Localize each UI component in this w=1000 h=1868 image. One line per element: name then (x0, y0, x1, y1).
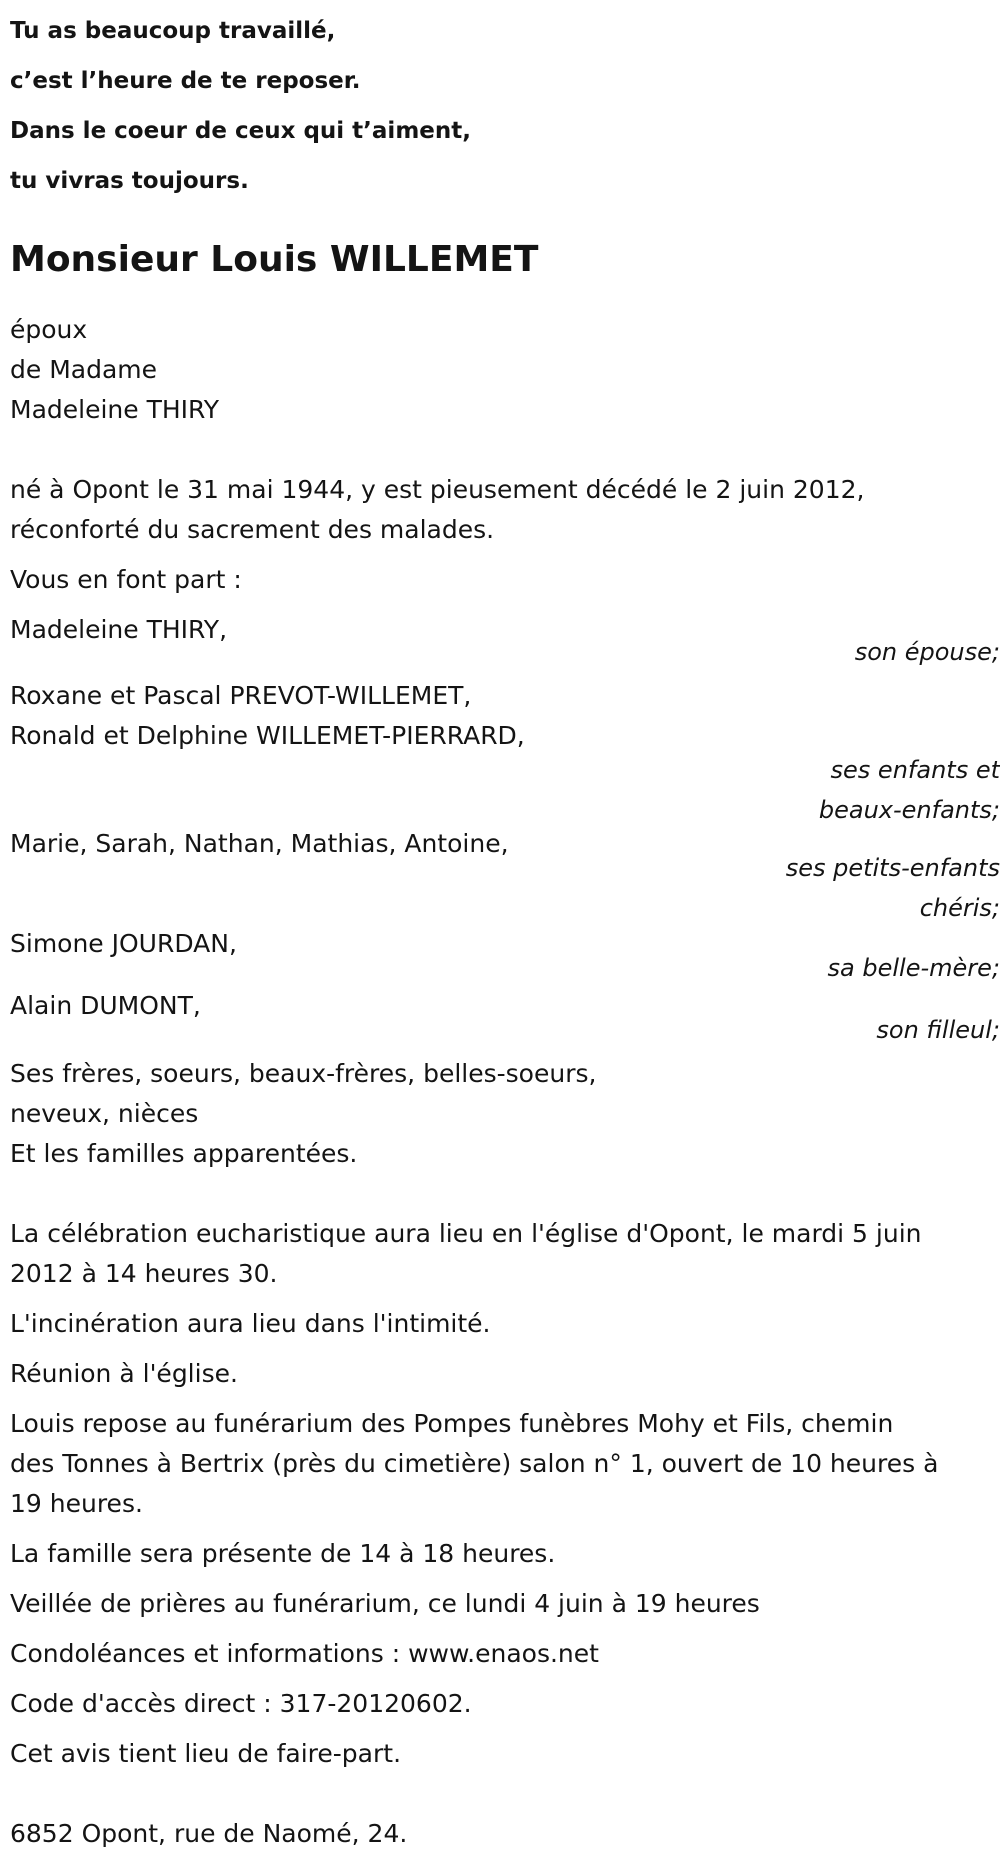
spouse-line: Madeleine THIRY (10, 395, 220, 424)
family-names: Alain DUMONT, (10, 991, 201, 1020)
extended-family-line: Et les familles apparentées. (10, 1139, 358, 1168)
family-names: Simone JOURDAN, (10, 929, 237, 958)
birth-death-line: né à Opont le 31 mai 1944, y est pieusement décédé le 2 juin 2012, (10, 475, 865, 504)
family-relation: chéris; (919, 894, 1000, 922)
announce-text: Vous en font part : (10, 565, 242, 594)
poem-line: c’est l’heure de te reposer. (10, 68, 361, 94)
birth-death-block (10, 470, 996, 550)
funerarium-line: 19 heures. (10, 1489, 143, 1518)
spouse-line: de Madame (10, 355, 158, 384)
family-names: Roxane et Pascal PREVOT-WILLEMET, (10, 681, 472, 710)
funerarium-line: Louis repose au funérarium des Pompes funèbres Mohy et Fils, chemin (10, 1409, 894, 1438)
family-relation: son épouse; (854, 638, 1000, 666)
birth-death-line: réconforté du sacrement des malades. (10, 515, 495, 544)
funerarium-line: des Tonnes à Bertrix (près du cimetière) salon n° 1, ouvert de 10 heures à (10, 1449, 939, 1478)
family-relation: sa belle-mère; (827, 954, 1000, 982)
poem-line: Tu as beaucoup travaillé, (10, 18, 336, 44)
ceremony-line: 2012 à 14 heures 30. (10, 1259, 278, 1288)
access-code-text: Code d'accès direct : 317-20120602. (10, 1689, 472, 1718)
family-relation: ses petits-enfants (785, 854, 1000, 882)
meeting-text: Réunion à l'église. (10, 1359, 238, 1388)
family-relation: beaux-enfants; (818, 796, 1000, 824)
address-text: 6852 Opont, rue de Naomé, 24. (10, 1819, 408, 1848)
ceremony-line: La célébration eucharistique aura lieu en l'église d'Opont, le mardi 5 juin (10, 1219, 922, 1248)
poem-line: Dans le coeur de ceux qui t’aiment, (10, 118, 471, 144)
extended-family-line: neveux, nièces (10, 1099, 199, 1128)
spouse-block (10, 310, 996, 430)
poem-line: tu vivras toujours. (10, 168, 249, 194)
family-group-grandchildren (10, 824, 1000, 928)
deceased-name: Monsieur Louis WILLEMET (10, 239, 539, 280)
family-group-children (10, 676, 1000, 830)
spouse-line: époux (10, 315, 88, 344)
family-group-spouse (10, 610, 1000, 672)
family-names: Marie, Sarah, Nathan, Mathias, Antoine, (10, 829, 509, 858)
family-relation: ses enfants et (830, 756, 1000, 784)
notice-text: Cet avis tient lieu de faire-part. (10, 1739, 402, 1768)
ceremony-block (10, 1214, 996, 1294)
family-names: Madeleine THIRY, (10, 615, 228, 644)
poem (10, 0, 996, 206)
condolences-text: Condoléances et informations : www.enaos.net (10, 1639, 599, 1668)
family-group-godson (10, 986, 1000, 1050)
obituary-notice (10, 0, 1000, 1854)
family-names: Ronald et Delphine WILLEMET-PIERRARD, (10, 721, 525, 750)
vigil-text: Veillée de prières au funérarium, ce lundi 4 juin à 19 heures (10, 1589, 760, 1618)
extended-family-line: Ses frères, soeurs, beaux-frères, belles-soeurs, (10, 1059, 597, 1088)
funerarium-block (10, 1404, 996, 1524)
cremation-text: L'incinération aura lieu dans l'intimité. (10, 1309, 491, 1338)
family-relation: son filleul; (876, 1016, 1000, 1044)
family-group-mother-in-law (10, 924, 1000, 988)
extended-family-block (10, 1054, 996, 1174)
family-presence-text: La famille sera présente de 14 à 18 heures. (10, 1539, 556, 1568)
